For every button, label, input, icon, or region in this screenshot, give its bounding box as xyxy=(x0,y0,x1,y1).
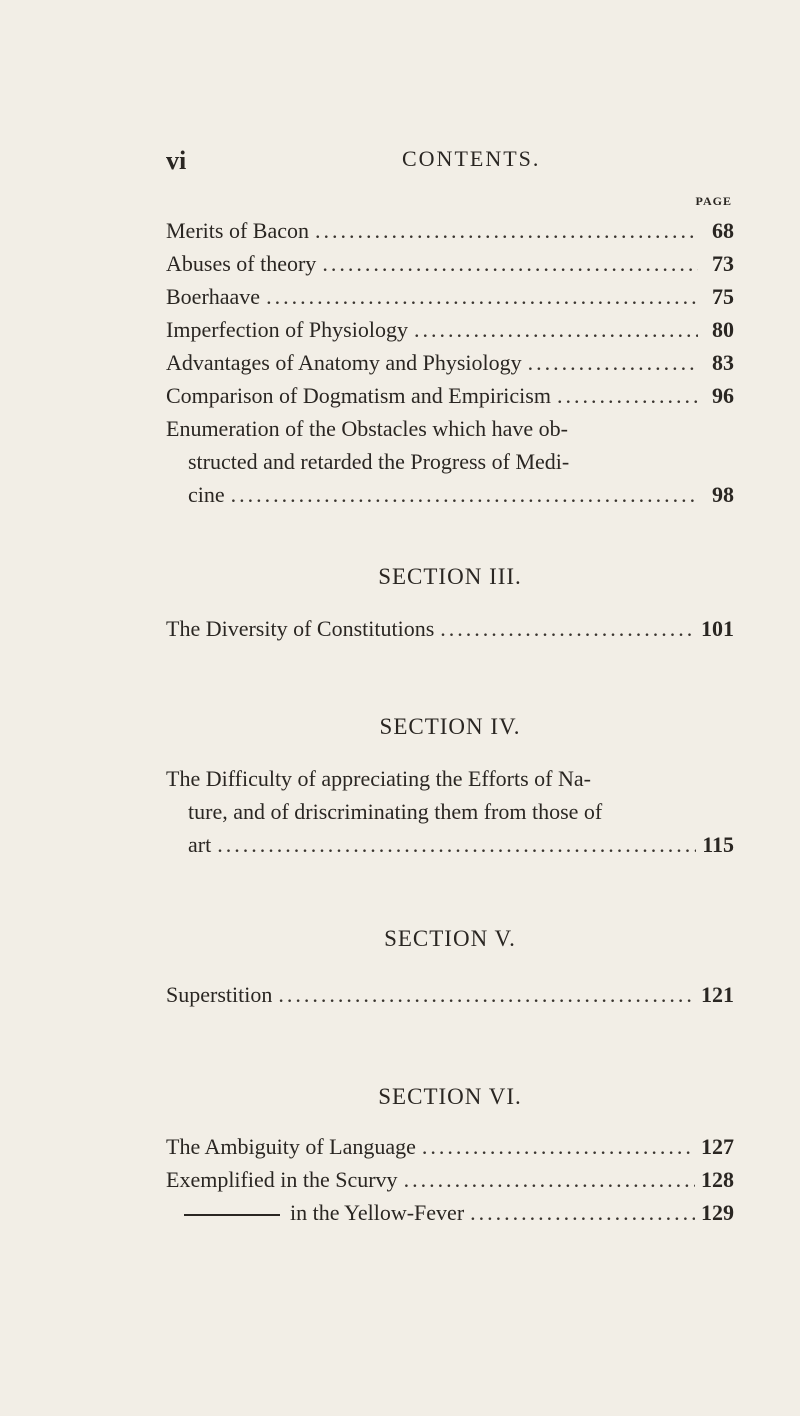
entry-title: Imperfection of Physiology xyxy=(166,317,408,342)
page-column-label: PAGE xyxy=(695,194,732,208)
contents-list-section-iii xyxy=(166,612,734,645)
ditto-rule xyxy=(184,1214,280,1216)
entry-title: Boerhaave xyxy=(166,284,261,309)
toc-entry-multiline xyxy=(166,412,734,511)
toc-entry xyxy=(166,346,734,379)
entry-page: 96 xyxy=(712,383,734,408)
leader-dots xyxy=(231,478,698,511)
contents-list-section-iv xyxy=(166,762,734,861)
toc-entry xyxy=(166,247,734,280)
entry-page: 73 xyxy=(712,251,734,276)
toc-entry xyxy=(166,978,734,1011)
contents-list-section-ii xyxy=(166,214,734,511)
entry-page: 128 xyxy=(701,1167,734,1192)
entry-title: Superstition xyxy=(166,982,273,1007)
entry-title: Merits of Bacon xyxy=(166,218,309,243)
page-number: vi xyxy=(166,146,187,175)
toc-entry xyxy=(166,313,734,346)
entry-title-line-2: ture, and of driscriminating them from those of xyxy=(188,799,603,824)
entry-page: 80 xyxy=(712,317,734,342)
toc-entry xyxy=(166,1196,734,1229)
page-header xyxy=(166,146,746,176)
leader-dots xyxy=(528,346,698,379)
entry-title-line-1: The Difficulty of appreciating the Efforts of Na- xyxy=(166,766,591,791)
entry-title-line-1: Enumeration of the Obstacles which have ob- xyxy=(166,416,568,441)
toc-entry xyxy=(166,612,734,645)
entry-page: 68 xyxy=(712,218,734,243)
leader-dots xyxy=(315,214,698,247)
entry-title: The Diversity of Constitutions xyxy=(166,616,435,641)
entry-page: 115 xyxy=(702,832,734,857)
leader-dots xyxy=(470,1196,695,1229)
leader-dots xyxy=(322,247,698,280)
leader-dots xyxy=(278,978,695,1011)
leader-dots xyxy=(557,379,698,412)
entry-page: 83 xyxy=(712,350,734,375)
section-heading: SECTION IV. xyxy=(379,714,521,739)
entry-page: 121 xyxy=(701,982,734,1007)
entry-title: Exemplified in the Scurvy xyxy=(166,1167,398,1192)
entry-title-line-2: structed and retarded the Progress of Medi- xyxy=(188,449,570,474)
entry-page: 75 xyxy=(712,284,734,309)
section-heading: SECTION VI. xyxy=(378,1084,522,1109)
entry-title: The Ambiguity of Language xyxy=(166,1134,416,1159)
entry-title-line-3: cine xyxy=(188,482,225,507)
entry-page: 101 xyxy=(701,616,734,641)
leader-dots xyxy=(404,1163,695,1196)
entry-page: 129 xyxy=(701,1200,734,1225)
entry-page: 98 xyxy=(712,482,734,507)
section-heading: SECTION V. xyxy=(384,926,516,951)
entry-title: Comparison of Dogmatism and Empiricism xyxy=(166,383,551,408)
toc-entry xyxy=(166,1130,734,1163)
leader-dots xyxy=(422,1130,695,1163)
entry-title: in the Yellow-Fever xyxy=(290,1200,465,1225)
contents-list-section-vi xyxy=(166,1130,734,1229)
leader-dots xyxy=(414,313,698,346)
leader-dots xyxy=(266,280,698,313)
toc-entry xyxy=(166,379,734,412)
toc-entry xyxy=(166,280,734,313)
entry-title-line-3: art xyxy=(188,832,212,857)
toc-entry xyxy=(166,1163,734,1196)
running-title: CONTENTS. xyxy=(402,146,541,171)
leader-dots xyxy=(217,828,696,861)
toc-entry-multiline xyxy=(166,762,734,861)
entry-title: Advantages of Anatomy and Physiology xyxy=(166,350,522,375)
toc-entry xyxy=(166,214,734,247)
leader-dots xyxy=(440,612,695,645)
contents-list-section-v xyxy=(166,978,734,1011)
entry-page: 127 xyxy=(701,1134,734,1159)
entry-title: Abuses of theory xyxy=(166,251,317,276)
section-heading: SECTION III. xyxy=(378,564,522,589)
